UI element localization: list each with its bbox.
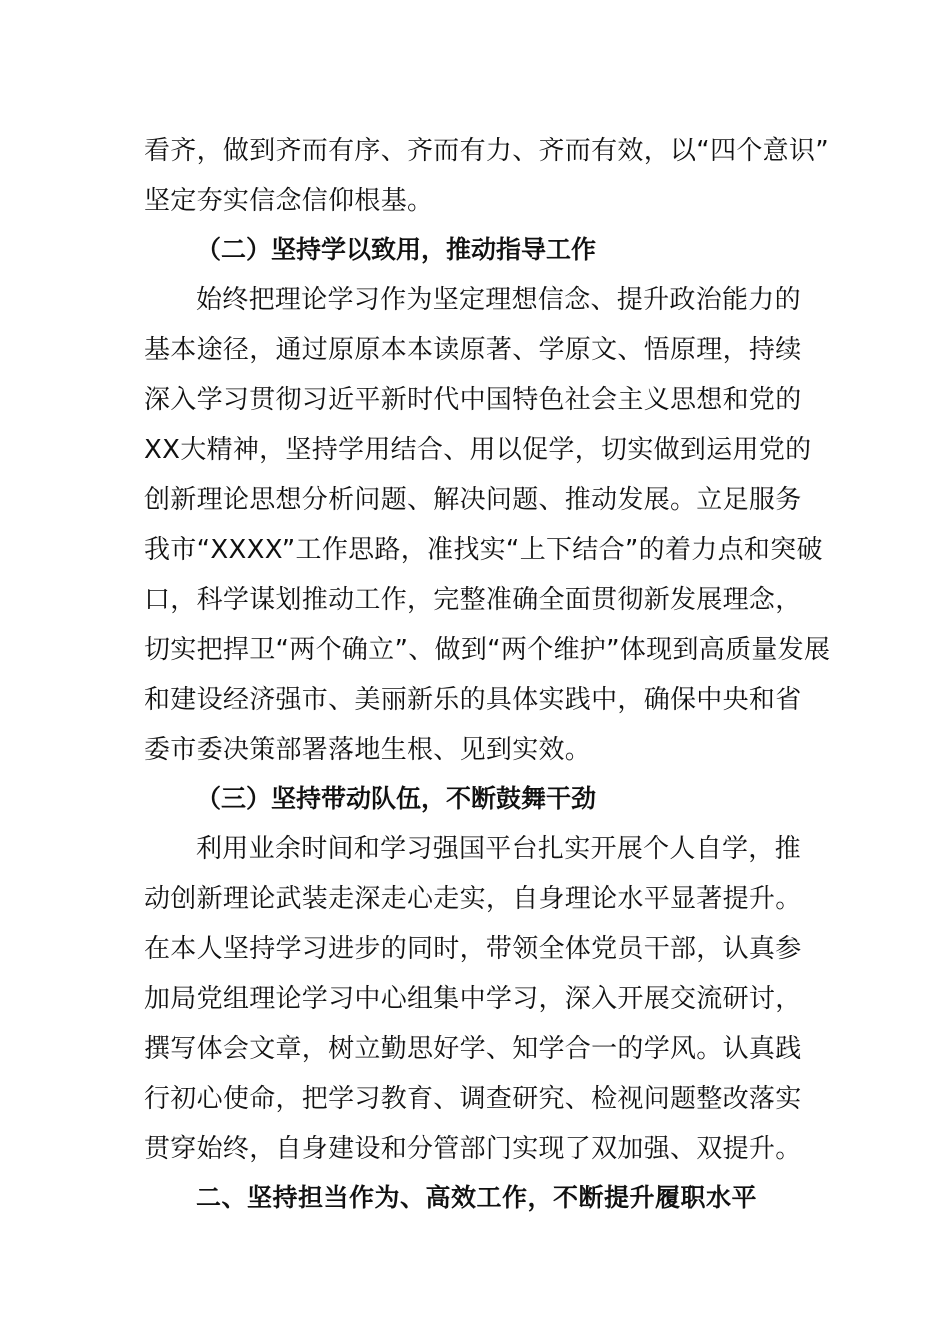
paragraph-line: 委市委决策部署落地生根、见到实效。 (144, 735, 592, 765)
intro-line-2: 坚定夯实信念信仰根基。 (144, 186, 434, 216)
paragraph-line: 利用业余时间和学习强国平台扎实开展个人自学，推 (196, 834, 801, 864)
subsection-2-heading: （二）坚持学以致用，推动指导工作 (196, 235, 597, 264)
paragraph-line: 动创新理论武装走深走心走实，自身理论水平显著提升。 (144, 884, 802, 914)
paragraph-line: XX大精神，坚持学用结合、用以促学，切实做到运用党的 (144, 435, 812, 465)
paragraph-line: 和建设经济强市、美丽新乐的具体实践中，确保中央和省 (144, 685, 802, 715)
paragraph-line: 口，科学谋划推动工作，完整准确全面贯彻新发展理念， (144, 585, 802, 615)
paragraph-line: 深入学习贯彻习近平新时代中国特色社会主义思想和党的 (144, 385, 802, 415)
section-2-heading: 二、坚持担当作为、高效工作，不断提升履职水平 (196, 1183, 758, 1212)
subsection-3-heading: （三）坚持带动队伍，不断鼓舞干劲 (196, 784, 597, 813)
paragraph-line: 撰写体会文章，树立勤思好学、知学合一的学风。认真践 (144, 1034, 802, 1064)
paragraph-line: 加局党组理论学习中心组集中学习，深入开展交流研讨， (144, 984, 802, 1014)
paragraph-line: 在本人坚持学习进步的同时，带领全体党员干部，认真参 (144, 934, 802, 964)
paragraph-line: 切实把捍卫“两个确立”、做到“两个维护”体现到高质量发展 (144, 635, 831, 665)
paragraph-line: 基本途径，通过原原本本读原著、学原文、悟原理，持续 (144, 335, 802, 365)
paragraph-line: 行初心使命，把学习教育、调查研究、检视问题整改落实 (144, 1084, 802, 1114)
paragraph-line: 创新理论思想分析问题、解决问题、推动发展。立足服务 (144, 485, 802, 515)
paragraph-line: 贯穿始终，自身建设和分管部门实现了双加强、双提升。 (144, 1134, 802, 1164)
intro-line-1: 看齐，做到齐而有序、齐而有力、齐而有效，以“四个意识” (144, 136, 830, 166)
paragraph-line: 始终把理论学习作为坚定理想信念、提升政治能力的 (196, 285, 801, 315)
paragraph-line: 我市“XXXX”工作思路，准找实“上下结合”的着力点和突破 (144, 535, 823, 565)
